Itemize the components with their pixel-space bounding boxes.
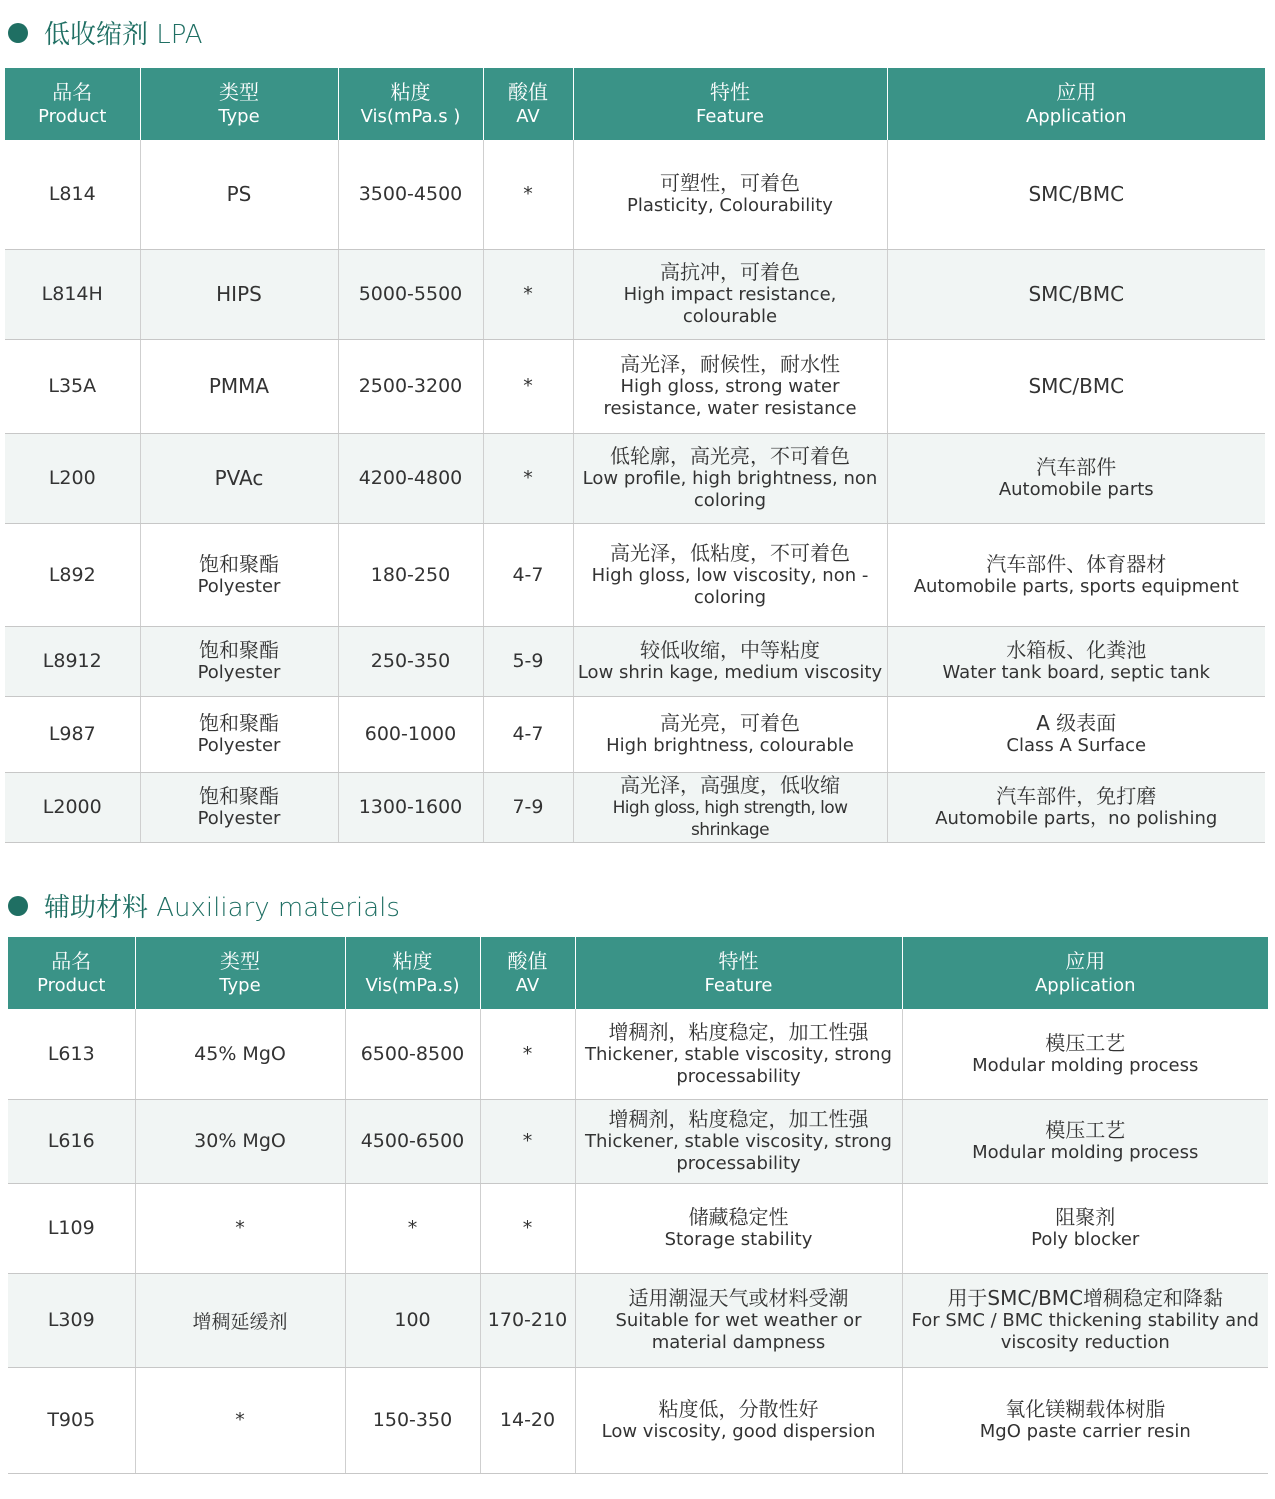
header-type: 类型 Type <box>140 68 338 140</box>
feature-cell: 较低收缩，中等粘度 Low shrin kage, medium viscosity <box>573 626 887 696</box>
header-viscosity: 粘度 Vis(mPa.s) <box>345 937 480 1009</box>
table-row <box>8 1367 1268 1473</box>
feature-cell: 高光泽，低粘度，不可着色 High gloss, low viscosity, non -coloring <box>573 523 887 626</box>
aux-table <box>8 937 1268 1474</box>
type-cell: PMMA <box>140 339 338 433</box>
header-application: 应用 Application <box>902 937 1268 1009</box>
av-cell: 14-20 <box>480 1367 575 1473</box>
type-cell: 饱和聚酯 Polyester <box>140 523 338 626</box>
product-cell: L613 <box>8 1009 135 1099</box>
application-cell: SMC/BMC <box>887 249 1265 339</box>
viscosity-cell: 250-350 <box>338 626 483 696</box>
av-cell: * <box>483 433 573 523</box>
product-cell: L987 <box>5 696 140 772</box>
header-product: 品名 Product <box>8 937 135 1009</box>
application-cell: 汽车部件，免打磨 Automobile parts，no polishing <box>887 772 1265 842</box>
av-cell: * <box>480 1099 575 1183</box>
product-cell: L892 <box>5 523 140 626</box>
type-cell: 45% MgO <box>135 1009 345 1099</box>
header-product: 品名 Product <box>5 68 140 140</box>
viscosity-cell: 100 <box>345 1273 480 1367</box>
product-cell: L2000 <box>5 772 140 842</box>
table-row <box>5 339 1265 433</box>
viscosity-cell: 1300-1600 <box>338 772 483 842</box>
product-cell: L109 <box>8 1183 135 1273</box>
product-cell: L200 <box>5 433 140 523</box>
av-cell: * <box>483 339 573 433</box>
viscosity-cell: 4200-4800 <box>338 433 483 523</box>
av-cell: 4-7 <box>483 696 573 772</box>
application-cell: 汽车部件 Automobile parts <box>887 433 1265 523</box>
feature-cell: 高光泽，耐候性，耐水性 High gloss, strong water resistance, water resistance <box>573 339 887 433</box>
table-row <box>5 772 1265 842</box>
product-cell: L814 <box>5 140 140 249</box>
application-cell: SMC/BMC <box>887 339 1265 433</box>
aux-title: 辅助材料 Auxiliary materials <box>44 893 400 923</box>
type-cell: 饱和聚酯 Polyester <box>140 696 338 772</box>
feature-cell: 高光亮，可着色 High brightness, colourable <box>573 696 887 772</box>
type-cell: 饱和聚酯 Polyester <box>140 626 338 696</box>
table-row <box>8 1099 1268 1183</box>
viscosity-cell: 180-250 <box>338 523 483 626</box>
type-cell: PVAc <box>140 433 338 523</box>
application-cell: 水箱板、化粪池 Water tank board, septic tank <box>887 626 1265 696</box>
lpa-table <box>5 68 1265 843</box>
feature-cell: 储藏稳定性 Storage stability <box>575 1183 902 1273</box>
type-cell: HIPS <box>140 249 338 339</box>
header-type: 类型 Type <box>135 937 345 1009</box>
viscosity-cell: 600-1000 <box>338 696 483 772</box>
header-application: 应用 Application <box>887 68 1265 140</box>
type-cell: PS <box>140 140 338 249</box>
product-cell: L309 <box>8 1273 135 1367</box>
av-cell: 7-9 <box>483 772 573 842</box>
feature-cell: 增稠剂，粘度稳定，加工性强 Thickener, stable viscosity, strong processability <box>575 1099 902 1183</box>
application-cell: A 级表面 Class A Surface <box>887 696 1265 772</box>
table-row <box>5 626 1265 696</box>
product-cell: L8912 <box>5 626 140 696</box>
header-feature: 特性 Feature <box>575 937 902 1009</box>
application-cell: SMC/BMC <box>887 140 1265 249</box>
feature-cell: 高光泽，高强度，低收缩 High gloss, high strength, low shrinkage <box>573 772 887 842</box>
section-title-lpa <box>8 14 203 51</box>
viscosity-cell: * <box>345 1183 480 1273</box>
av-cell: 5-9 <box>483 626 573 696</box>
viscosity-cell: 6500-8500 <box>345 1009 480 1099</box>
product-cell: L35A <box>5 339 140 433</box>
av-cell: 4-7 <box>483 523 573 626</box>
application-cell: 模压工艺 Modular molding process <box>902 1099 1268 1183</box>
lpa-header-row <box>5 68 1265 140</box>
viscosity-cell: 5000-5500 <box>338 249 483 339</box>
product-cell: L616 <box>8 1099 135 1183</box>
table-row <box>5 249 1265 339</box>
feature-cell: 适用潮湿天气或材料受潮 Suitable for wet weather or material dampness <box>575 1273 902 1367</box>
type-cell: 饱和聚酯 Polyester <box>140 772 338 842</box>
table-row <box>8 1183 1268 1273</box>
feature-cell: 高抗冲，可着色 High impact resistance, colourable <box>573 249 887 339</box>
feature-cell: 粘度低，分散性好 Low viscosity, good dispersion <box>575 1367 902 1473</box>
bullet-dot-icon <box>8 896 28 916</box>
lpa-title: 低收缩剂 LPA <box>44 20 203 50</box>
header-av: 酸值 AV <box>480 937 575 1009</box>
table-row <box>8 1009 1268 1099</box>
type-cell: * <box>135 1367 345 1473</box>
av-cell: * <box>480 1009 575 1099</box>
viscosity-cell: 3500-4500 <box>338 140 483 249</box>
type-cell: * <box>135 1183 345 1273</box>
table-row <box>5 523 1265 626</box>
product-cell: L814H <box>5 249 140 339</box>
table-row <box>5 140 1265 249</box>
feature-cell: 可塑性，可着色 Plasticity, Colourability <box>573 140 887 249</box>
section-title-aux <box>8 887 400 924</box>
application-cell: 汽车部件、体育器材 Automobile parts, sports equipment <box>887 523 1265 626</box>
header-viscosity: 粘度 Vis(mPa.s ) <box>338 68 483 140</box>
application-cell: 用于SMC/BMC增稠稳定和降黏 For SMC / BMC thickening stability and viscosity reduction <box>902 1273 1268 1367</box>
product-cell: T905 <box>8 1367 135 1473</box>
viscosity-cell: 2500-3200 <box>338 339 483 433</box>
application-cell: 模压工艺 Modular molding process <box>902 1009 1268 1099</box>
header-feature: 特性 Feature <box>573 68 887 140</box>
bullet-dot-icon <box>8 23 28 43</box>
feature-cell: 增稠剂，粘度稳定，加工性强 Thickener, stable viscosity, strong processability <box>575 1009 902 1099</box>
av-cell: * <box>483 249 573 339</box>
av-cell: * <box>480 1183 575 1273</box>
application-cell: 阻聚剂 Poly blocker <box>902 1183 1268 1273</box>
header-av: 酸值 AV <box>483 68 573 140</box>
application-cell: 氧化镁糊载体树脂 MgO paste carrier resin <box>902 1367 1268 1473</box>
viscosity-cell: 150-350 <box>345 1367 480 1473</box>
type-cell: 增稠延缓剂 <box>135 1273 345 1367</box>
av-cell: * <box>483 140 573 249</box>
feature-cell: 低轮廓，高光亮，不可着色 Low profile, high brightness, non coloring <box>573 433 887 523</box>
viscosity-cell: 4500-6500 <box>345 1099 480 1183</box>
type-cell: 30% MgO <box>135 1099 345 1183</box>
aux-header-row <box>8 937 1268 1009</box>
table-row <box>5 433 1265 523</box>
table-row <box>8 1273 1268 1367</box>
av-cell: 170-210 <box>480 1273 575 1367</box>
table-row <box>5 696 1265 772</box>
